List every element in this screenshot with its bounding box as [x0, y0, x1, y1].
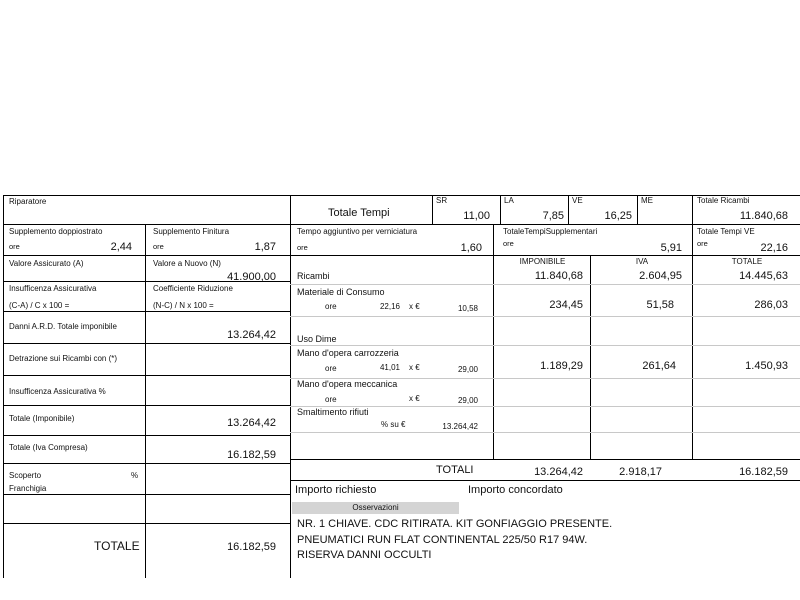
mo-meccanica-x: x €: [409, 394, 420, 403]
supp-finitura-value: 1,87: [254, 241, 276, 253]
me-label: ME: [641, 196, 653, 205]
totale-imponibile-value: 13.264,42: [227, 417, 276, 429]
valore-nuovo-label: Valore a Nuovo (N): [153, 259, 221, 268]
note-line-2: PNEUMATICI RUN FLAT CONTINENTAL 225/50 R17 94W.: [297, 534, 588, 546]
mo-meccanica-ore: ore: [325, 395, 337, 404]
smaltimento-pct: % su €: [381, 420, 406, 429]
la-value: 7,85: [542, 210, 564, 222]
tempi-ve-value: 22,16: [760, 242, 788, 254]
totali-label: TOTALI: [436, 464, 474, 476]
tempi-supplementari-label: TotaleTempiSupplementari: [503, 227, 598, 236]
smaltimento-label: Smaltimento rifiuti: [297, 407, 369, 417]
smaltimento-base: 13.264,42: [442, 422, 478, 431]
materiale-totale: 286,03: [754, 299, 788, 311]
ve-value: 16,25: [604, 210, 632, 222]
materiale-qty: 22,16: [379, 302, 400, 311]
col-iva-header: IVA: [635, 257, 649, 266]
mo-carrozzeria-qty: 41,01: [379, 363, 400, 372]
col-totale-header: TOTALE: [731, 257, 763, 266]
totale-iva-value: 16.182,59: [227, 449, 276, 461]
danni-ard-label: Danni A.R.D. Totale imponibile: [9, 322, 117, 331]
mo-meccanica-label: Mano d'opera meccanica: [297, 379, 398, 389]
mo-carrozzeria-x: x €: [409, 363, 420, 372]
totali-iva: 2.918,17: [619, 466, 662, 478]
materiale-rate: 10,58: [457, 304, 478, 313]
totale-iva-label: Totale (Iva Compresa): [9, 443, 88, 452]
valore-nuovo-value: 41.900,00: [227, 271, 276, 283]
tempi-ve-ore: ore: [697, 239, 708, 248]
riparatore-label: Riparatore: [9, 197, 47, 206]
ricambi-label: Ricambi: [297, 271, 330, 281]
uso-dime-label: Uso Dime: [297, 334, 337, 344]
note-line-3: RISERVA DANNI OCCULTI: [297, 549, 432, 561]
la-label: LA: [504, 196, 514, 205]
mo-carrozzeria-imponibile: 1.189,29: [540, 360, 583, 372]
importo-richiesto-label: Importo richiesto: [295, 484, 377, 496]
supp-finitura-label: Supplemento Finitura: [153, 227, 230, 236]
mo-carrozzeria-label: Mano d'opera carrozzeria: [297, 348, 399, 358]
totale-label: TOTALE: [94, 539, 140, 553]
col-imponibile-header: IMPONIBILE: [519, 257, 566, 266]
totale-ricambi-label: Totale Ricambi: [697, 196, 750, 205]
note-line-1: NR. 1 CHIAVE. CDC RITIRATA. KIT GONFIAGGIO PRESENTE.: [297, 518, 613, 530]
danni-ard-value: 13.264,42: [227, 329, 276, 341]
supp-finitura-ore: ore: [153, 242, 164, 251]
materiale-iva: 51,58: [646, 299, 674, 311]
valore-assicurato-label: Valore Assicurato (A): [9, 259, 84, 268]
totali-imponibile: 13.264,42: [534, 466, 583, 478]
tempo-aggiuntivo-value: 1,60: [460, 242, 482, 254]
tempi-supplementari-ore: ore: [503, 239, 514, 248]
detrazione-label: Detrazione sui Ricambi con (*): [9, 354, 118, 363]
franchigia-label: Franchigia: [9, 484, 47, 493]
mo-carrozzeria-iva: 261,64: [642, 360, 676, 372]
scoperto-label: Scoperto: [9, 471, 42, 480]
materiale-x: x €: [409, 302, 420, 311]
insufficienza-formula: (C-A) / C x 100 =: [9, 301, 70, 310]
totali-totale: 16.182,59: [739, 466, 788, 478]
supp-doppio-ore: ore: [9, 242, 20, 251]
mo-carrozzeria-totale: 1.450,93: [745, 360, 788, 372]
sr-label: SR: [436, 196, 448, 205]
totale-imponibile-label: Totale (Imponibile): [9, 414, 75, 423]
scoperto-pct: %: [131, 471, 139, 480]
totale-ricambi-value: 11.840,68: [739, 210, 788, 222]
totale-tempi-label: Totale Tempi: [328, 207, 390, 219]
materiale-ore: ore: [325, 302, 337, 311]
materiale-label: Materiale di Consumo: [297, 287, 385, 297]
materiale-imponibile: 234,45: [549, 299, 583, 311]
insufficienza-pct-label: Insufficenza Assicurativa %: [9, 387, 106, 396]
tempi-ve-label: Totale Tempi VE: [697, 227, 755, 236]
mo-meccanica-rate: 29,00: [457, 396, 478, 405]
osservazioni-label: Osservazioni: [352, 503, 399, 512]
supp-doppio-value: 2,44: [110, 241, 132, 253]
tempo-aggiuntivo-label: Tempo aggiuntivo per verniciatura: [297, 227, 418, 236]
ricambi-imponibile: 11.840,68: [534, 270, 583, 282]
coefficiente-formula: (N-C) / N x 100 =: [153, 301, 214, 310]
tempo-aggiuntivo-ore: ore: [297, 243, 308, 252]
sr-value: 11,00: [463, 210, 490, 222]
ricambi-totale: 14.445,63: [739, 270, 788, 282]
totale-value: 16.182,59: [227, 541, 276, 553]
insufficienza-label: Insufficenza Assicurativa: [9, 284, 97, 293]
mo-carrozzeria-ore: ore: [325, 364, 337, 373]
supp-doppio-label: Supplemento doppiostrato: [9, 227, 103, 236]
importo-concordato-label: Importo concordato: [468, 484, 563, 496]
ricambi-iva: 2.604,95: [639, 270, 682, 282]
mo-carrozzeria-rate: 29,00: [457, 365, 478, 374]
tempi-supplementari-value: 5,91: [660, 242, 682, 254]
coefficiente-label: Coefficiente Riduzione: [153, 284, 233, 293]
ve-label: VE: [572, 196, 583, 205]
